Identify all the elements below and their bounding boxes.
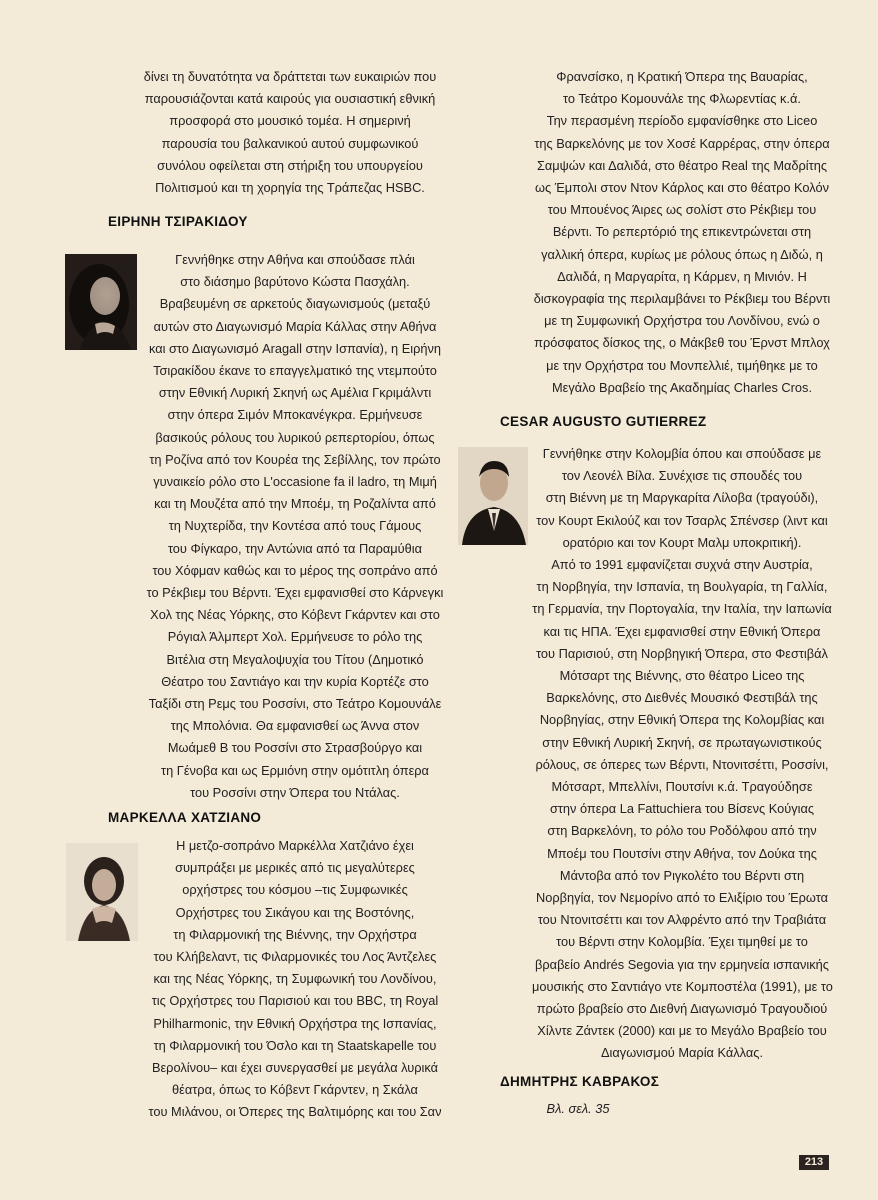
continuation-line: γαλλική όπερα, κυρίως με ρόλους όπως η Διδώ, η [541, 246, 823, 262]
bio-gutierrez-line: στη Βιέννη με τη Μαργκαρίτα Λίλοβα (τραγούδι), [545, 490, 819, 506]
bio-tsirakidou-line: και τη Μουζέτα από την Μποέμ, τη Ροζαλίντα από [154, 496, 436, 512]
continuation-line: με την Ορχήστρα του Μονπελλιέ, τιμήθηκε με το [546, 357, 818, 373]
continuation-line: Δαλιδά, η Μαργαρίτα, η Κάρμεν, η Μινιόν. Η [557, 268, 807, 284]
bio-tsirakidou-line: γυναικείο ρόλο στο L'occasione fa il ladro, τη Μιμή [153, 474, 437, 490]
bio-tsirakidou-line: στην Εθνική Λυρική Σκηνή ως Αμέλια Γκριμάλντι [158, 385, 432, 401]
bio-chatziano-line: ορχήστρες του κόσμου –τις Συμφωνικές [182, 882, 408, 898]
bio-tsirakidou-line: Ρόγιαλ Άλμπερτ Χολ. Ερμήνευσε το ρόλο της [167, 629, 423, 645]
bio-tsirakidou-line: του Χόφμαν καθώς και το μέρος της σοπράνο από [152, 562, 438, 578]
bio-gutierrez-line: Νορβηγίας, στην Εθνική Όπερα της Κολομβίας και [539, 712, 825, 728]
bio-gutierrez-line: του Βέρντι στην Κολομβία. Έχει τιμηθεί με το [556, 934, 808, 950]
bio-tsirakidou-line: του Ροσσίνι στην Όπερα του Ντάλας. [190, 784, 400, 800]
bio-gutierrez-line: τη Γερμανία, την Πορτογαλία, την Ιταλία, την Ιαπωνία [532, 601, 832, 617]
continuation-line: Βέρντι. Το ρεπερτόριό της επικεντρώνεται στη [552, 224, 812, 240]
continuation-line: με τη Συμφωνική Ορχήστρα του Λονδίνου, ενώ ο [544, 313, 820, 329]
page-reference: Βλ. σελ. 35 [546, 1101, 610, 1116]
bio-chatziano-line: θέατρα, όπως το Κόβεντ Γκάρντεν, η Σκάλα [172, 1082, 418, 1098]
artist-name-chatziano: ΜΑΡΚΕΛΛΑ ΧΑΤΖΙΑΝΟ [108, 810, 262, 825]
bio-chatziano-line: συμπράξει με μερικές από τις μεγαλύτερες [175, 860, 415, 876]
continuation-line: δισκογραφία της περιλαμβάνει το Ρέκβιεμ του Βέρντι [533, 291, 831, 307]
portrait-gutierrez [458, 447, 528, 545]
continuation-line: Την περασμένη περίοδο εμφανίσθηκε στο Liceo [546, 113, 818, 129]
bio-tsirakidou-line: τη Γένοβα και ως Ερμιόνη στην ομότιτλη όπερα [161, 762, 429, 778]
bio-tsirakidou-line: στο διάσημο βαρύτονο Κώστα Πασχάλη. [180, 274, 410, 290]
bio-gutierrez-line: ορατόριο και τον Κουρτ Μαλμ υποκριτική). [562, 534, 802, 550]
bio-gutierrez-line: Βαρκελόνης, στο Διεθνές Μουσικό Φεστιβάλ της [546, 690, 818, 706]
bio-gutierrez-line: του Ντονιτσέττι και τον Αλφρέντο από την Τραβιάτα [537, 912, 827, 928]
bio-tsirakidou [145, 249, 445, 804]
bio-gutierrez-line: τον Λεονέλ Βίλα. Συνέχισε τις σπουδές του [561, 468, 803, 484]
bio-gutierrez-line: τη Νορβηγία, την Ισπανία, τη Βουλγαρία, τη Γαλλία, [536, 579, 828, 595]
continuation-line: Φρανσίσκο, η Κρατική Όπερα της Βαυαρίας, [556, 69, 808, 84]
artist-name-gutierrez: CESAR AUGUSTO GUTIERREZ [500, 414, 707, 429]
bio-gutierrez-line: Νορβηγία, τον Νεμορίνο από το Ελιξίριο του Έρωτα [536, 890, 828, 906]
bio-gutierrez-line: Χίλντε Ζάντεκ (2000) και με το Μεγάλο Βραβείο του [537, 1023, 827, 1039]
intro-paragraph [140, 66, 440, 199]
bio-gutierrez-line: Γεννήθηκε στην Κολομβία όπου και σπούδασε με [542, 446, 822, 461]
bio-gutierrez-line: ρόλους, σε όπερες των Βέρντι, Ντονιτσέττι, Ροσσίνι, [535, 756, 829, 772]
continuation-line: ως Έμπολι στον Ντον Κάρλος και στο θέατρο Κολόν [534, 180, 829, 196]
bio-gutierrez-line: Μότσαρτ της Βιέννης, στο θέατρο Liceo της [559, 668, 805, 684]
intro-line: παρουσία του βαλκανικού αυτού συμφωνικού [161, 135, 419, 151]
bio-gutierrez-line: Διαγωνισμού Μαρία Κάλλας. [601, 1045, 763, 1061]
bio-tsirakidou-line: Θέατρο του Σαντιάγο και την κυρία Κορτέζε στο [161, 673, 429, 689]
bio-gutierrez-line: τον Κουρτ Εκιλούζ και τον Τσαρλς Σπένσερ (λιντ και [536, 512, 828, 528]
continuation-paragraph [532, 66, 832, 399]
bio-gutierrez-line: Μότσαρτ, Μπελλίνι, Πουτσίνι κ.ά. Τραγούδησε [551, 779, 813, 795]
bio-chatziano [140, 835, 450, 1124]
intro-line: παρουσιάζονται κατά καιρούς για ουσιαστική εθνική [144, 91, 436, 107]
bio-chatziano-line: τις Ορχήστρες του Παρισιού και του BBC, τη Royal [151, 993, 439, 1009]
bio-tsirakidou-line: Μωάμεθ Β του Ροσσίνι στο Στρασβούργο και [167, 740, 423, 756]
bio-tsirakidou-line: τη Ροζίνα από τον Κουρέα της Σεβίλλης, τον πρώτο [149, 451, 441, 467]
continuation-line: πρόσφατος δίσκος της, ο Μάκβεθ του Έρνστ Μπλοχ [534, 335, 830, 351]
bio-tsirakidou-line: βασικούς ρόλους του λυρικού ρεπερτορίου, όπως [155, 429, 435, 445]
bio-chatziano-line: του Κλήβελαντ, τις Φιλαρμονικές του Λος Άντζελες [153, 949, 437, 965]
portrait-chatziano [66, 843, 138, 941]
intro-line: δίνει τη δυνατότητα να δράττεται των ευκαιριών που [143, 69, 437, 84]
bio-tsirakidou-line: Χολ της Νέας Υόρκης, στο Κόβεντ Γκάρντεν και στο [150, 607, 440, 623]
bio-tsirakidou-line: του Φίγκαρο, την Αντώνια από τα Παραμύθια [167, 540, 423, 556]
bio-chatziano-line: Η μετζο-σοπράνο Μαρκέλλα Χατζιάνο έχει [176, 838, 414, 853]
bio-gutierrez-line: Μποέμ του Πουτσίνι στην Αθήνα, τον Δούκα της [547, 845, 817, 861]
continuation-line: το Τεάτρο Κομουνάλε της Φλωρεντίας κ.ά. [563, 91, 801, 107]
bio-tsirakidou-line: και στο Διαγωνισμό Aragall στην Ισπανία), η Ειρήνη [148, 340, 442, 356]
bio-tsirakidou-line: το Ρέκβιεμ του Βέρντι. Έχει εμφανισθεί στο Κάρνεγκι [146, 585, 444, 601]
bio-tsirakidou-line: Γεννήθηκε στην Αθήνα και σπούδασε πλάι [175, 252, 415, 267]
bio-chatziano-line: Ορχήστρες του Σικάγου και της Βοστόνης, [175, 904, 415, 920]
bio-chatziano-line: Philharmonic, την Εθνική Ορχήστρα της Ισπανίας, [153, 1015, 437, 1031]
bio-chatziano-line: του Μιλάνου, οι Όπερες της Βαλτιμόρης και του Σαν [148, 1104, 442, 1120]
bio-gutierrez-line: Μάντοβα από τον Ριγκολέτο του Βέρντι στη [559, 867, 805, 883]
artist-name-kavrakos: ΔΗΜΗΤΡΗΣ ΚΑΒΡΑΚΟΣ [500, 1074, 660, 1089]
artist-name-tsirakidou: ΕΙΡΗΝΗ ΤΣΙΡΑΚΙΔΟΥ [108, 214, 248, 229]
bio-tsirakidou-line: Ταξίδι στη Ρεμς του Ροσσίνι, στο Τεάτρο Κομουνάλε [148, 696, 442, 712]
bio-gutierrez-line: βραβείο Andrés Segovia για την ερμηνεία ισπανικής [535, 956, 829, 972]
continuation-line: Σαμψών και Δαλιδά, στο θέατρο Real της Μαδρίτης [537, 157, 827, 173]
bio-gutierrez-line: στην όπερα La Fattuchiera του Βίσενς Κούγιας [549, 801, 815, 817]
bio-chatziano-line: τη Φιλαρμονική του Όσλο και τη Staatskapelle του [153, 1037, 437, 1053]
bio-chatziano-line: Βερολίνου– και έχει συνεργασθεί με μεγάλα λυρικά [151, 1060, 439, 1076]
bio-gutierrez-line: και τις ΗΠΑ. Έχει εμφανισθεί στην Εθνική Όπερα [543, 623, 821, 639]
bio-chatziano-line: τη Φιλαρμονική της Βιέννης, την Ορχήστρα [173, 926, 417, 942]
continuation-line: του Μπουένος Άιρες ως σολίστ στο Ρέκβιεμ του [547, 202, 817, 218]
bio-tsirakidou-line: της Μπολόνια. Θα εμφανισθεί ως Άννα στον [170, 718, 420, 734]
bio-gutierrez-line: Από το 1991 εμφανίζεται συχνά στην Αυστρία, [551, 557, 813, 573]
bio-tsirakidou-line: Τσιρακίδου έκανε το επαγγελματικό της ντεμπούτο [153, 363, 437, 379]
intro-line: Πολιτισμού και τη χορηγία της Τράπεζας HSBC. [155, 180, 425, 196]
bio-tsirakidou-line: Βιτέλια στη Μεγαλοψυχία του Τίτου (Δημοτικό [166, 651, 424, 667]
portrait-tsirakidou [65, 254, 137, 350]
bio-gutierrez [532, 443, 832, 1065]
intro-line: προσφορά στο μουσικό τομέα. Η σημερινή [169, 113, 411, 129]
bio-tsirakidou-line: τη Νυχτερίδα, την Κοντέσα από τους Γάμους [168, 518, 422, 534]
continuation-line: της Βαρκελόνης με τον Χοσέ Καρρέρας, στην όπερα [534, 135, 830, 151]
bio-gutierrez-line: του Παρισιού, στη Νορβηγική Όπερα, στο Φεστιβάλ [536, 645, 828, 661]
bio-chatziano-line: και της Νέας Υόρκης, τη Συμφωνική του Λονδίνου, [153, 971, 437, 987]
intro-line: συνόλου οφείλεται στη στήριξη του υπουργείου [157, 157, 423, 173]
bio-tsirakidou-line: στην όπερα Σιμόν Μποκανέγκρα. Ερμήνευσε [167, 407, 423, 423]
bio-gutierrez-line: μουσικής στο Σαντιάγο ντε Κομποστέλα (1991), με το [532, 978, 833, 994]
bio-gutierrez-line: στην Εθνική Λυρική Σκηνή, σε πρωταγωνιστικούς [542, 734, 822, 750]
bio-tsirakidou-line: αυτών στο Διαγωνισμό Μαρία Κάλλας στην Αθήνα [153, 318, 437, 334]
page-number: 213 [799, 1155, 829, 1170]
bio-gutierrez-line: πρώτο βραβείο στο Διεθνή Διαγωνισμό Τραγουδιού [536, 1001, 828, 1017]
bio-tsirakidou-line: Βραβευμένη σε αρκετούς διαγωνισμούς (μεταξύ [159, 296, 431, 312]
bio-gutierrez-line: στη Βαρκελόνη, το ρόλο του Ροδόλφου από την [547, 823, 817, 839]
continuation-line: Μεγάλο Βραβείο της Ακαδημίας Charles Cros. [552, 379, 812, 395]
